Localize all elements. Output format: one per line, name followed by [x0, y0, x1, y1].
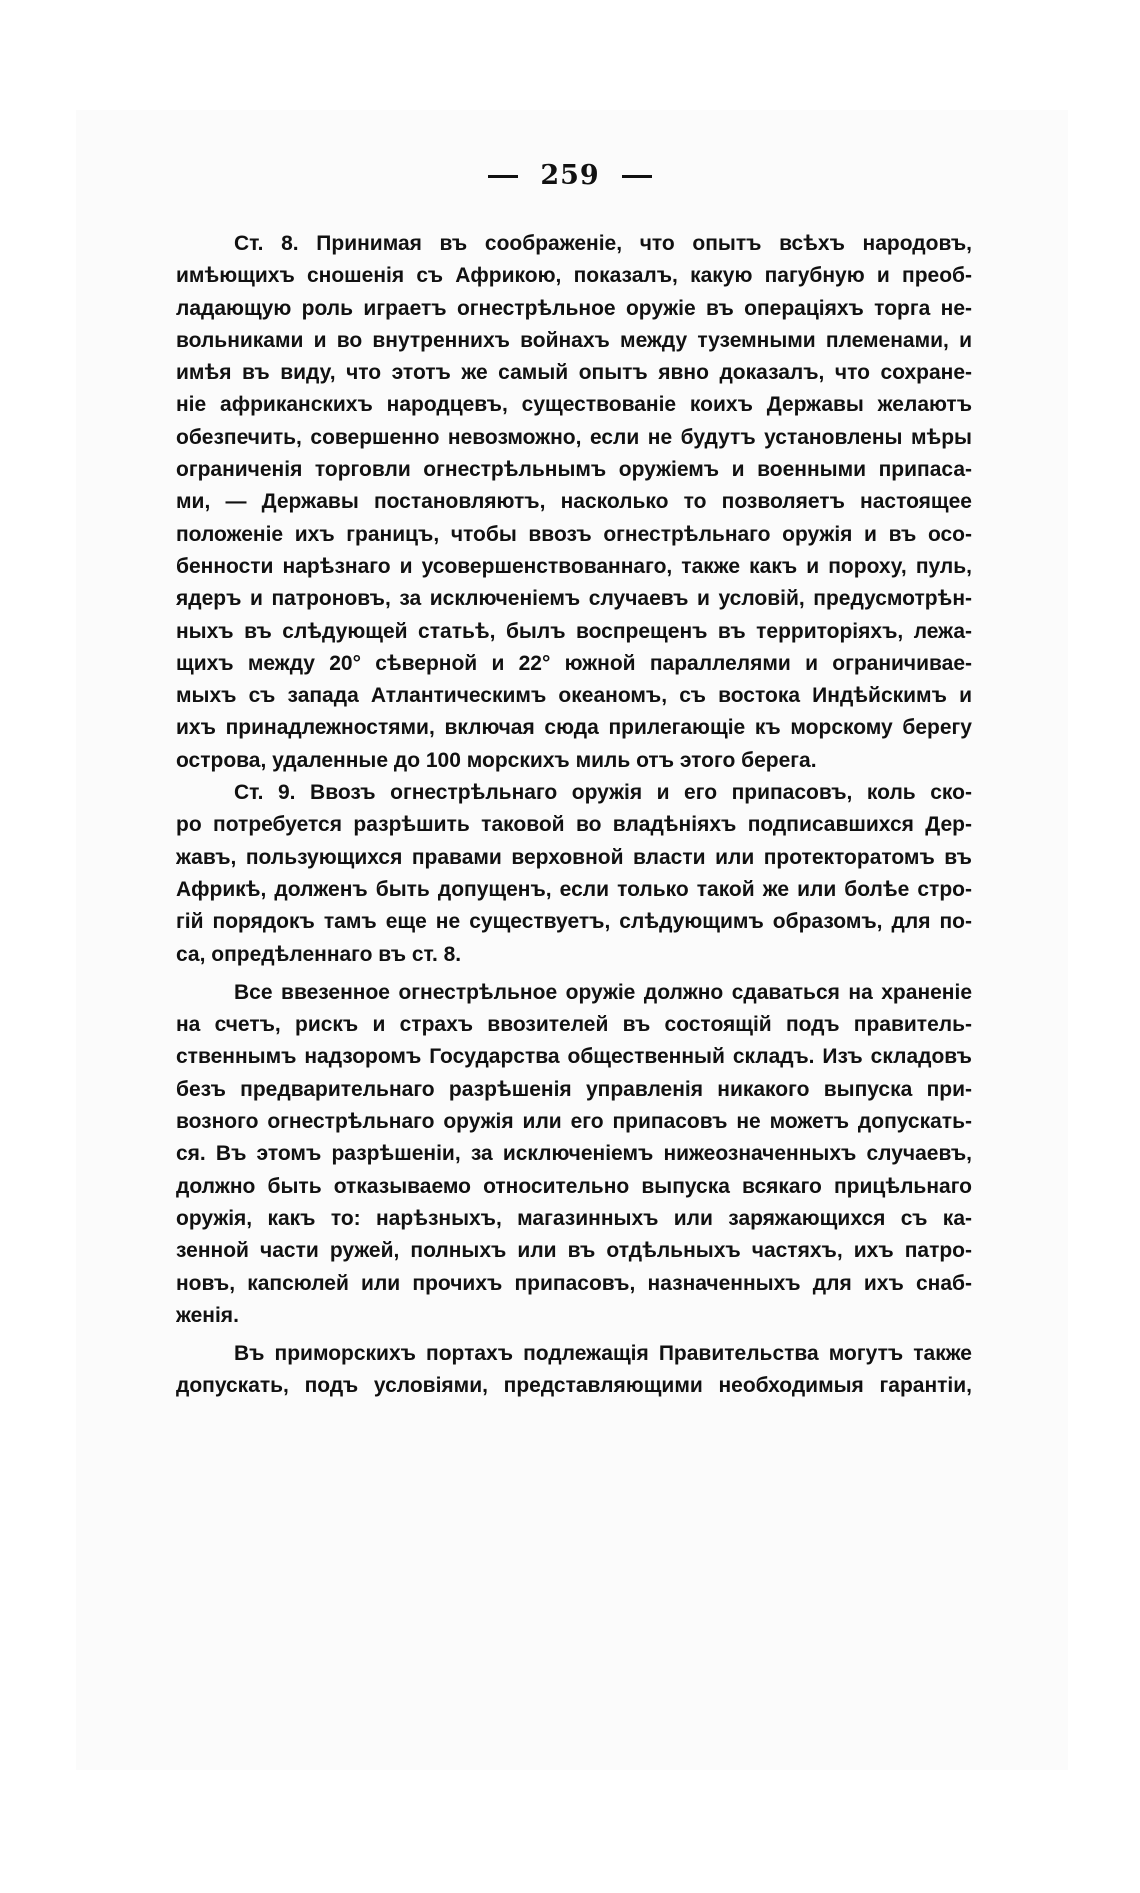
- text-line: жавъ, пользующихся правами верховной власти или протекторатомъ въ: [176, 845, 972, 869]
- text-line: бенности нарѣзнаго и усовершенствованнаго, также какъ и пороху, пуль,: [176, 554, 972, 578]
- text-line: должно быть отказываемо относительно выпуска всякаго прицѣльнаго: [176, 1174, 972, 1198]
- text-line: на счетъ, рискъ и страхъ ввозителей въ состоящій подъ правитель-: [176, 1013, 972, 1037]
- text-line: ихъ принадлежностями, включая сюда прилегающіе къ морскому берегу: [176, 716, 972, 740]
- text-line: острова, удаленные до 100 морскихъ миль отъ этого берега.: [176, 748, 817, 772]
- paragraph-storage-rules: [176, 977, 972, 1332]
- text-line: щихъ между 20° сѣверной и 22° южной параллелями и ограничивае-: [176, 651, 972, 675]
- text-line: ми, — Державы постановляютъ, насколько то позволяетъ настоящее: [176, 490, 972, 514]
- text-line: са, опредѣленнаго въ ст. 8.: [176, 942, 462, 966]
- text-line: зенной части ружей, полныхъ или въ отдѣльныхъ частяхъ, ихъ патро-: [176, 1239, 972, 1263]
- text-line: Все ввезенное огнестрѣльное оружіе должно сдаваться на храненіе: [234, 980, 972, 1004]
- text-line: мыхъ съ запада Атлантическимъ океаномъ, съ востока Индѣйскимъ и: [176, 684, 972, 708]
- paragraph-seaports: [176, 1338, 972, 1403]
- text-line: возного огнестрѣльнаго оружія или его припасовъ не можетъ допускать-: [176, 1110, 972, 1134]
- text-line: ро потребуется разрѣшить таковой во владѣніяхъ подписавшихся Дер-: [176, 813, 972, 837]
- page-number: 259: [540, 160, 600, 191]
- text-line: новъ, капсюлей или прочихъ припасовъ, назначенныхъ для ихъ снаб-: [176, 1271, 972, 1295]
- text-line: имѣя въ виду, что этотъ же самый опытъ явно доказалъ, что сохране-: [176, 361, 972, 385]
- text-line: имѣющихъ сношенія съ Африкою, показалъ, какую пагубную и преоб-: [176, 264, 972, 288]
- text-line: ніе африканскихъ народцевъ, существованіе коихъ Державы желаютъ: [176, 393, 972, 417]
- text-line: безъ предварительнаго разрѣшенія управленія никакого выпуска при-: [176, 1077, 972, 1101]
- header-dash-left: [488, 175, 518, 178]
- text-line: ограниченія торговли огнестрѣльнымъ оружіемъ и военными припаса-: [176, 458, 972, 482]
- paragraph-article-8: [176, 228, 972, 777]
- body-text: [176, 228, 972, 1403]
- text-line: Ст. 8. Принимая въ соображеніе, что опытъ всѣхъ народовъ,: [234, 232, 972, 255]
- text-line: обезпечить, совершенно невозможно, если не будутъ установлены мѣры: [176, 425, 972, 449]
- text-line: допускать, подъ условіями, представляющими необходимыя гарантіи,: [176, 1374, 972, 1398]
- text-line: вольниками и во внутреннихъ войнахъ между туземными племенами, и: [176, 328, 972, 352]
- page-header: [0, 160, 1140, 191]
- text-line: Ст. 9. Ввозъ огнестрѣльнаго оружія и его припасовъ, коль ско-: [234, 781, 972, 805]
- text-line: ладающую роль играетъ огнестрѣльное оружіе въ операціяхъ торга не-: [176, 296, 972, 320]
- text-line: ядеръ и патроновъ, за исключеніемъ случаевъ и условій, предусмотрѣн-: [176, 587, 972, 611]
- text-line: гій порядокъ тамъ еще не существуетъ, слѣдующимъ образомъ, для по-: [176, 910, 972, 934]
- text-line: женія.: [176, 1303, 239, 1327]
- header-dash-right: [622, 175, 652, 178]
- paragraph-article-9: [176, 777, 972, 971]
- text-line: оружія, какъ то: нарѣзныхъ, магазинныхъ или заряжающихся съ ка-: [176, 1206, 972, 1230]
- text-line: ственнымъ надзоромъ Государства общественный складъ. Изъ складовъ: [176, 1045, 972, 1069]
- text-line: Африкѣ, долженъ быть допущенъ, если только такой же или болѣе стро-: [176, 877, 972, 901]
- text-line: ся. Въ этомъ разрѣшеніи, за исключеніемъ нижеозначенныхъ случаевъ,: [176, 1142, 972, 1166]
- text-line: положеніе ихъ границъ, чтобы ввозъ огнестрѣльнаго оружія и въ осо-: [176, 522, 972, 546]
- text-line: Въ приморскихъ портахъ подлежащія Правительства могутъ также: [234, 1342, 972, 1366]
- text-line: ныхъ въ слѣдующей статьѣ, былъ воспрещенъ въ территоріяхъ, лежа-: [176, 619, 972, 643]
